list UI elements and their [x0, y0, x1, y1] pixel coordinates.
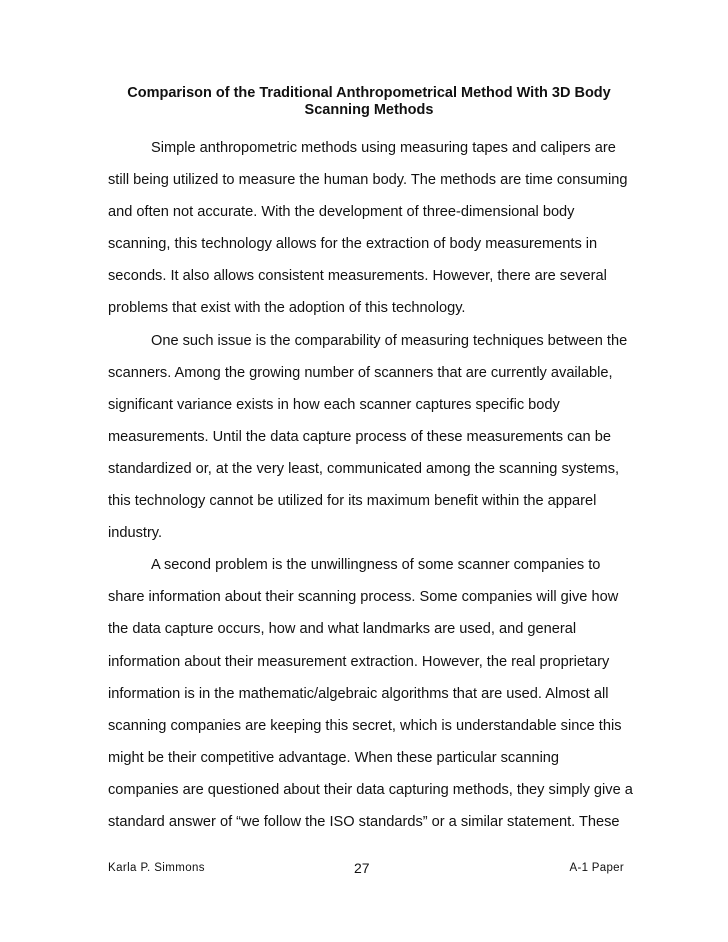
paragraph-1-line: Simple anthropometric methods using measuring tapes and calipers are [151, 140, 616, 156]
footer-author: Karla P. Simmons [108, 862, 205, 874]
footer-document-type: A-1 Paper [569, 862, 624, 874]
page-footer [108, 858, 624, 878]
paragraph-3-line: standard answer of “we follow the ISO standards” or a similar statement. These [108, 813, 620, 830]
paragraph-3-line: the data capture occurs, how and what landmarks are used, and general [108, 621, 577, 638]
paragraph-2-line: standardized or, at the very least, communicated among the scanning systems, [108, 460, 620, 477]
paragraph-2-line: One such issue is the comparability of measuring techniques between the [151, 332, 628, 349]
paragraph-3-line: information is in the mathematic/algebraic algorithms that are used. Almost all [108, 685, 609, 702]
paragraph-3-line: A second problem is the unwillingness of some scanner companies to [151, 557, 601, 574]
paragraph-1-line: still being utilized to measure the human body. The methods are time consuming [108, 172, 628, 189]
paragraph-3-line: information about their measurement extraction. However, the real proprietary [108, 653, 610, 670]
body-text [108, 132, 648, 838]
paragraph-1-line: problems that exist with the adoption of this technology. [108, 300, 466, 317]
title-line-2: Scanning Methods [304, 102, 434, 118]
paragraph-1-line: seconds. It also allows consistent measurements. However, there are several [108, 268, 607, 285]
paragraph-3-line: scanning companies are keeping this secret, which is understandable since this [108, 717, 622, 734]
paragraph-2-line: measurements. Until the data capture process of these measurements can be [108, 428, 611, 445]
title-line-1: Comparison of the Traditional Anthropometrical Method With 3D Body [127, 85, 611, 101]
page-title [108, 85, 630, 119]
paragraph-2-line: this technology cannot be utilized for its maximum benefit within the apparel [108, 493, 597, 510]
paragraph-1-line: scanning, this technology allows for the extraction of body measurements in [108, 236, 598, 253]
paragraph-3-line: might be their competitive advantage. When these particular scanning [108, 749, 560, 766]
paragraph-2-line: scanners. Among the growing number of scanners that are currently available, [108, 364, 613, 381]
paragraph-3-line: share information about their scanning process. Some companies will give how [108, 589, 619, 606]
paragraph-2-line: industry. [108, 525, 163, 542]
paragraph-3-line: companies are questioned about their data capturing methods, they simply give a [108, 781, 633, 798]
page-number: 27 [354, 860, 370, 876]
paragraph-1-line: and often not accurate. With the development of three-dimensional body [108, 204, 575, 221]
paragraph-2-line: significant variance exists in how each scanner captures specific body [108, 396, 560, 413]
